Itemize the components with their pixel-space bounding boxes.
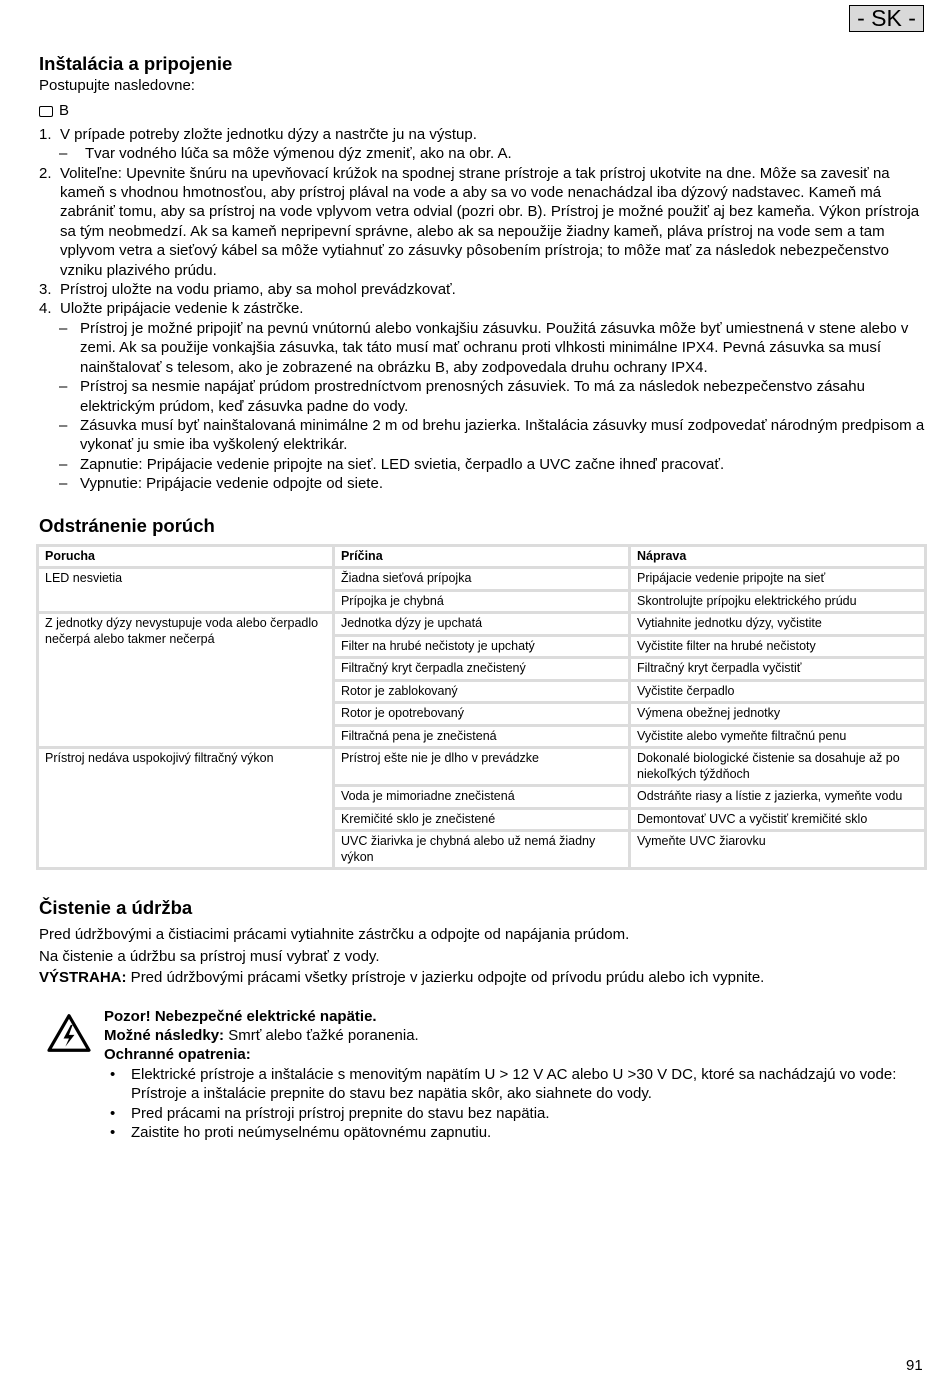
cause-cell: Rotor je zablokovaný xyxy=(335,682,628,702)
installation-step xyxy=(39,125,927,144)
dash-marker: – xyxy=(59,378,68,396)
step-text: V prípade potreby zložte jednotku dýzy a nastrčte ju na výstup. xyxy=(60,125,477,143)
measure-text: Elektrické prístroje a inštalácie s menovitým napätím U > 12 V AC alebo U >30 V DC, ktoré sa nachádzajú vo vode: Prístroje a inštalácie prepnite do stavu bez napätia skôr, ako siahnete do vody. xyxy=(131,1065,897,1103)
language-tag: - SK - xyxy=(849,5,924,32)
step-text: Uložte pripájacie vedenie k zástrčke. xyxy=(60,300,304,318)
dash-marker: – xyxy=(59,455,68,473)
danger-text xyxy=(104,1007,927,1143)
table-header-row xyxy=(39,547,924,567)
measure-text: Pred prácami na prístroji prístroj prepnite do stavu bez napätia. xyxy=(131,1104,550,1122)
cause-cell: Žiadna sieťová prípojka xyxy=(335,569,628,589)
measure-item xyxy=(104,1104,927,1123)
step-text: Voliteľne: Upevnite šnúru na upevňovací krúžok na spodnej strane prístroje a tak prístroj ukotvite na dne. Môže sa zavesiť na kameň s vhodnou hmotnosťou, aby prístroj plával na vode a aby sa vo vode nenachádzal iba dýzový nadstavec. Kameň má zabrániť tomu, aby sa prístroj na vode vplyvom vetra odvial (pozri obr. B). Prístroj je možné použiť aj bez kameňa. Výkon prístroja sa tým neobmedzí. Ak sa kameň nepripevní správne, alebo ak sa nepoužije žiadny kameň, pláva prístroj na vode sem a tam vplyvom vetra a sieťový kábel sa môže vytiahnuť zo zásuvky pôsobením prístroja; to môže mať za následok nebezpečenstvo vzniku plazivého prúdu. xyxy=(60,164,920,279)
fault-cell: Prístroj nedáva uspokojivý filtračný výkon xyxy=(39,749,332,867)
dash-marker: – xyxy=(59,145,68,163)
bullet-marker: • xyxy=(110,1123,116,1141)
cleaning-line-1: Pred údržbovými a čistiacimi prácami vytiahnite zástrčku a odpojte od napájania prúdom. xyxy=(39,926,630,944)
measures-label: Ochranné opatrenia: xyxy=(104,1046,251,1064)
step-sub-item xyxy=(39,144,927,163)
cause-cell: UVC žiarivka je chybná alebo už nemá žiadny výkon xyxy=(335,832,628,867)
step-text: Prístroj uložte na vodu priamo, aby sa mohol prevádzkovať. xyxy=(60,281,456,299)
remedy-cell: Skontrolujte prípojku elektrického prúdu xyxy=(631,592,924,612)
warning-text: Pred údržbovými prácami všetky prístroje v jazierku odpojte od prívodu prúdu alebo ich vypnite. xyxy=(126,969,765,987)
step-sub-list xyxy=(39,319,927,494)
step-number: 1. xyxy=(39,125,52,143)
table-row xyxy=(39,749,924,784)
remedy-cell: Výmena obežnej jednotky xyxy=(631,704,924,724)
installation-step xyxy=(39,299,927,318)
installation-intro: Postupujte nasledovne: xyxy=(39,77,195,94)
bullet-marker: • xyxy=(110,1104,116,1122)
remedy-cell: Vymeňte UVC žiarovku xyxy=(631,832,924,867)
fault-cell: LED nesvietia xyxy=(39,569,332,611)
step-sub-item xyxy=(39,319,927,377)
remedy-cell: Vyčistite čerpadlo xyxy=(631,682,924,702)
cause-cell: Filtračný kryt čerpadla znečistený xyxy=(335,659,628,679)
measure-item xyxy=(104,1065,927,1104)
installation-heading: Inštalácia a pripojenie xyxy=(39,53,233,74)
cause-cell: Prístroj ešte nie je dlho v prevádzke xyxy=(335,749,628,784)
figure-reference-label: B xyxy=(59,102,70,120)
dash-marker: – xyxy=(59,475,68,493)
table-row xyxy=(39,614,924,634)
page-number: 91 xyxy=(906,1357,923,1374)
measures-list xyxy=(104,1065,927,1143)
header-cause: Príčina xyxy=(335,547,628,567)
step-number: 2. xyxy=(39,164,52,182)
troubleshooting-heading: Odstránenie porúch xyxy=(39,514,215,536)
installation-step xyxy=(39,280,927,299)
remedy-cell: Dokonalé biologické čistenie sa dosahuje až po niekoľkých týždňoch xyxy=(631,749,924,784)
installation-steps xyxy=(39,125,927,494)
troubleshooting-table xyxy=(36,544,927,871)
page-content xyxy=(39,52,927,1142)
cleaning-heading: Čistenie a údržba xyxy=(39,897,193,919)
remedy-cell: Demontovať UVC a vyčistiť kremičité sklo xyxy=(631,810,924,830)
cause-cell: Filtračná pena je znečistená xyxy=(335,727,628,747)
consequence-text: Smrť alebo ťažké poranenia. xyxy=(224,1026,419,1044)
danger-consequence xyxy=(104,1026,927,1045)
cause-cell: Kremičité sklo je znečistené xyxy=(335,810,628,830)
step-sub-text: Prístroj je možné pripojiť na pevnú vnútornú alebo vonkajšiu zásuvku. Použitá zásuvka môže byť umiestnená v stene alebo v zemi. Ak sa použije vonkajšia zásuvka, tak táto musí mať ochranu proti vlhkosti minimálne IPX4. Pevná zásuvka sa musí nainštalovať s telesom, ako je zobrazené na obrázku B, aby zodpovedala druhu ochrany IPX4. xyxy=(80,319,909,376)
fault-cell: Z jednotky dýzy nevystupuje voda alebo čerpadlo nečerpá alebo takmer nečerpá xyxy=(39,614,332,746)
figure-reference xyxy=(39,101,927,120)
step-sub-text: Prístroj sa nesmie napájať prúdom prostredníctvom prenosných zásuviek. To má za následok nebezpečenstvo zásahu elektrickým prúdom, keď zásuvka padne do vody. xyxy=(80,378,865,415)
step-number: 3. xyxy=(39,281,52,299)
step-sub-item xyxy=(39,474,927,493)
cause-cell: Filter na hrubé nečistoty je upchatý xyxy=(335,637,628,657)
book-icon xyxy=(39,106,53,117)
step-sub-list xyxy=(39,144,927,163)
step-sub-item xyxy=(39,377,927,416)
cause-cell: Prípojka je chybná xyxy=(335,592,628,612)
bullet-marker: • xyxy=(110,1065,116,1083)
remedy-cell: Filtračný kryt čerpadla vyčistiť xyxy=(631,659,924,679)
consequence-label: Možné následky: xyxy=(104,1026,225,1044)
high-voltage-warning-icon xyxy=(44,1013,94,1053)
header-fault: Porucha xyxy=(39,547,332,567)
cleaning-line-2: Na čistenie a údržbu sa prístroj musí vybrať z vody. xyxy=(39,947,380,965)
step-sub-text: Zásuvka musí byť nainštalovaná minimálne 2 m od brehu jazierka. Inštalácia zásuvky musí zodpovedať národným predpisom a vykonať ju smie iba vyškolený elektrikár. xyxy=(80,416,925,454)
installation-step xyxy=(39,164,927,280)
step-sub-text: Zapnutie: Pripájacie vedenie pripojte na sieť. LED svietia, čerpadlo a UVC začne ihneď pracovať. xyxy=(80,455,725,473)
remedy-cell: Vyčistite alebo vymeňte filtračnú penu xyxy=(631,727,924,747)
cause-cell: Rotor je opotrebovaný xyxy=(335,704,628,724)
remedy-cell: Vyčistite filter na hrubé nečistoty xyxy=(631,637,924,657)
step-sub-text: Tvar vodného lúča sa môže výmenou dýz zmeniť, ako na obr. A. xyxy=(85,145,512,163)
dash-marker: – xyxy=(59,319,68,337)
dash-marker: – xyxy=(59,416,68,434)
cause-cell: Jednotka dýzy je upchatá xyxy=(335,614,628,634)
remedy-cell: Odstráňte riasy a lístie z jazierka, vymeňte vodu xyxy=(631,787,924,807)
step-number: 4. xyxy=(39,300,52,318)
step-sub-item xyxy=(39,455,927,474)
danger-notice xyxy=(39,1007,927,1143)
remedy-cell: Pripájacie vedenie pripojte na sieť xyxy=(631,569,924,589)
remedy-cell: Vytiahnite jednotku dýzy, vyčistite xyxy=(631,614,924,634)
header-remedy: Náprava xyxy=(631,547,924,567)
step-sub-text: Vypnutie: Pripájacie vedenie odpojte od siete. xyxy=(80,475,383,493)
cleaning-warning xyxy=(39,967,927,989)
measure-text: Zaistite ho proti neúmyselnému opätovnému zapnutiu. xyxy=(131,1123,492,1141)
warning-label: VÝSTRAHA: xyxy=(39,969,127,987)
measure-item xyxy=(104,1123,927,1142)
cause-cell: Voda je mimoriadne znečistená xyxy=(335,787,628,807)
step-sub-item xyxy=(39,416,927,455)
danger-heading: Pozor! Nebezpečné elektrické napätie. xyxy=(104,1007,377,1025)
table-row xyxy=(39,569,924,589)
